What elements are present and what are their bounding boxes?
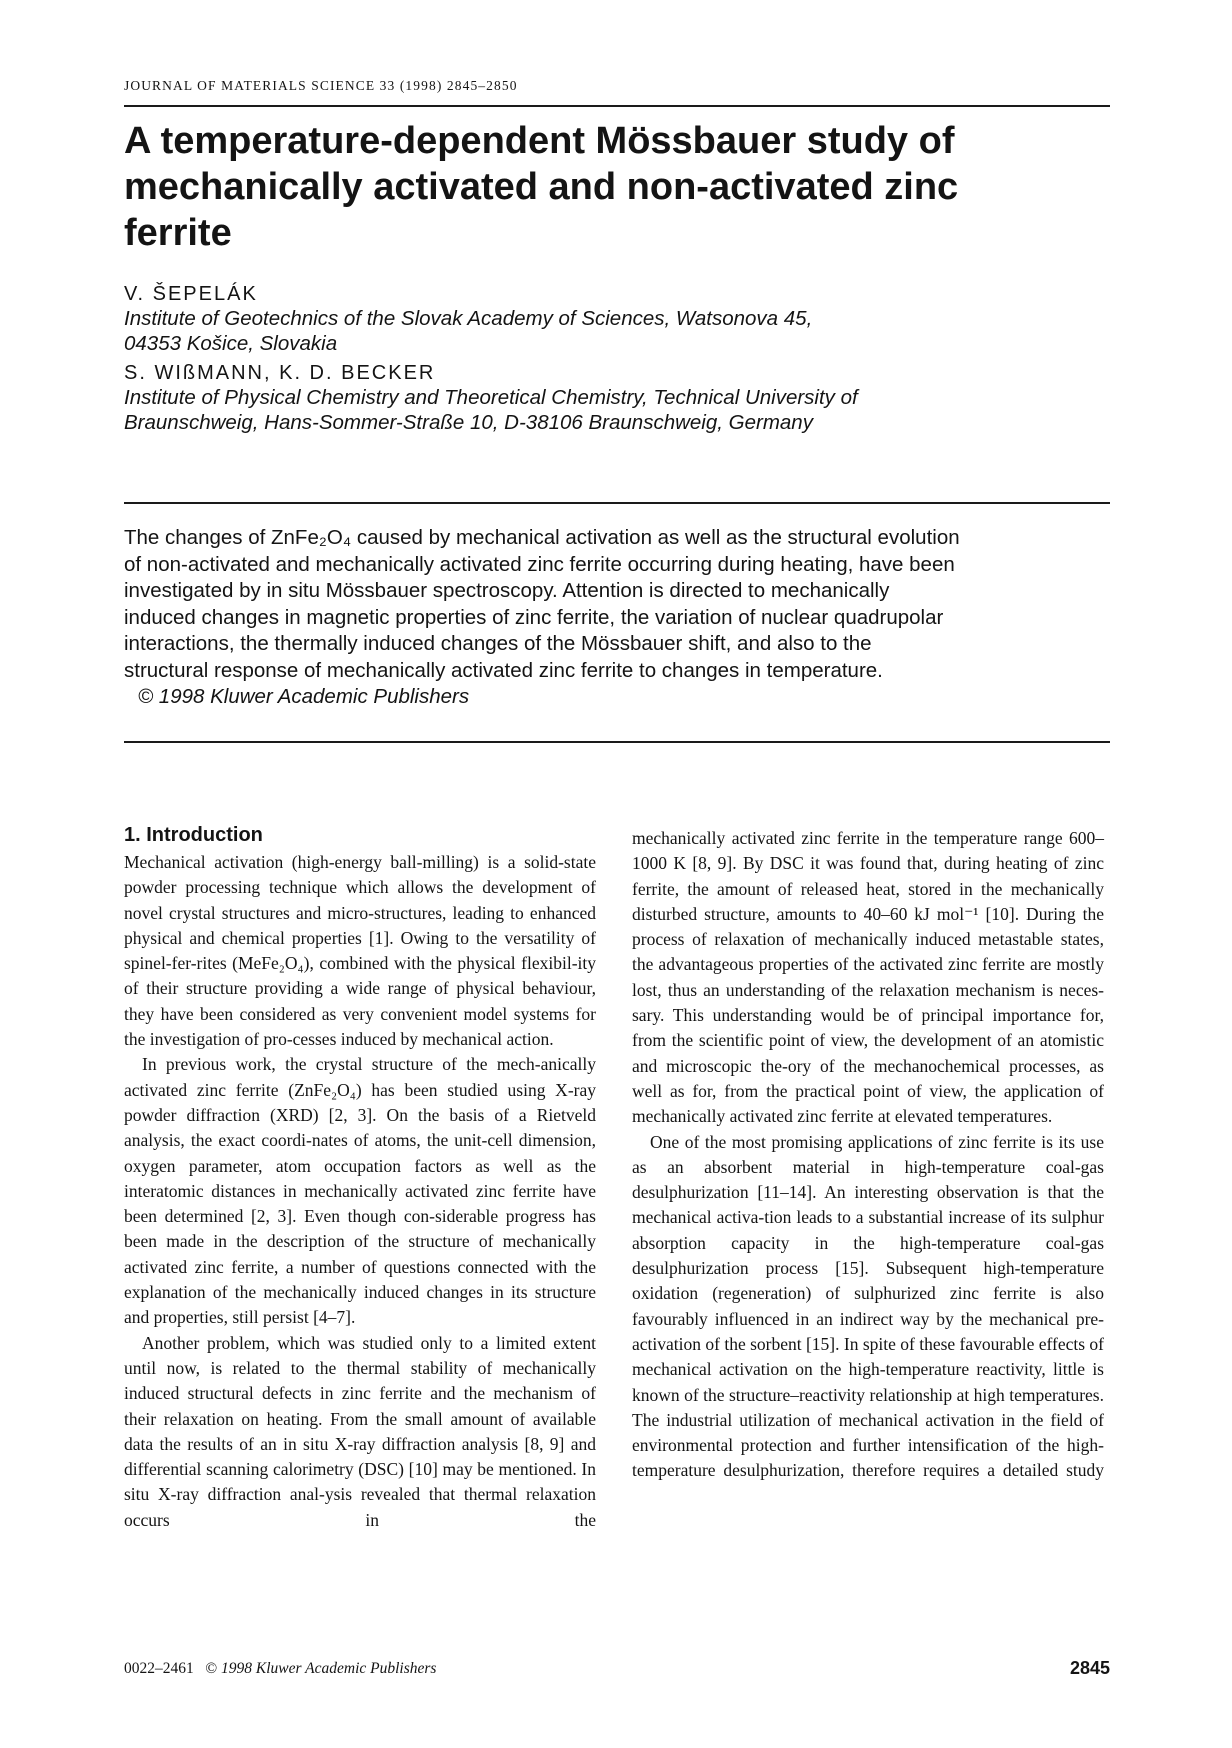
copyright-symbol: © xyxy=(205,1660,218,1677)
author-names: S. WIßMANN, K. D. BECKER xyxy=(124,362,436,384)
title-line: mechanically activated and non-activated zinc xyxy=(124,166,959,208)
abstract-line: The changes of ZnFe₂O₄ caused by mechanical activation as well as the structural evolution xyxy=(124,526,960,549)
body-paragraph: Mechanical activation (high-energy ball-milling) is a solid-state powder processing technique which allows the development of novel crystal structures and micro-structures, leading to enhanced physical and chemical properties [1]. Owing to the versatility of spinel-fer-rites (MeFe₂O₄), combined with the physical flexibil-ity of their structure providing a wide range of physical behaviour, they have been considered as very convenient model systems for the investigation of pro-cesses induced by mechanical action. xyxy=(124,852,596,1050)
abstract-line: structural response of mechanically activated zinc ferrite to changes in temperature. xyxy=(124,658,883,682)
title-line: ferrite xyxy=(124,212,232,254)
abstract-line: investigated by in situ Mössbauer spectroscopy. Attention is directed to mechanically xyxy=(124,579,890,602)
abstract-line: interactions, the thermally induced changes of the Mössbauer shift, and also to the xyxy=(124,632,872,655)
running-head: JOURNAL OF MATERIALS SCIENCE 33 (1998) 2845–2850 xyxy=(124,78,518,93)
abstract xyxy=(124,525,1114,711)
body-paragraph: mechanically activated zinc ferrite in the temperature range 600–1000 K [8, 9]. By DSC it was found that, during heating of zinc ferrite, the amount of released heat, stored in the mechanically disturbed structure, amounts to 40–60 kJ mol⁻¹ [10]. During the process of relaxation of mechanically induced metastable states, the advantageous properties of the activated zinc ferrite are mostly lost, thus an understanding of the relaxation mechanism is neces-sary. This understanding would be of principal importance for, from the scientific point of view, the development of an atomistic and microscopic the-ory of the mechanochemical processes, as well as for, from the practical point of view, the application of mechanically activated zinc ferrite at elevated temperatures. xyxy=(632,828,1104,1127)
page-number: 2845 xyxy=(1069,1658,1110,1678)
author-affiliation xyxy=(124,306,1104,356)
body-paragraph: Another problem, which was studied only to a limited extent until now, is related to the thermal stability of mechanically induced structural defects in zinc ferrite and the mechanism of their relaxation on heating. From the small amount of available data the results of an in situ X-ray diffraction analysis [8, 9] and differential scanning calorimetry (DSC) [10] may be mentioned. In situ X-ray diffraction anal-ysis revealed that thermal relaxation occurs in the xyxy=(124,1332,596,1530)
publisher: 1998 Kluwer Academic Publishers xyxy=(221,1660,437,1677)
left-column xyxy=(124,822,596,1533)
header-rule xyxy=(124,105,1110,107)
affiliation-line: Braunschweig, Hans-Sommer-Straße 10, D-38106 Braunschweig, Germany xyxy=(124,411,813,434)
abstract-copyright: © 1998 Kluwer Academic Publishers xyxy=(138,685,470,708)
article-title xyxy=(124,118,1084,256)
abstract-line: induced changes in magnetic properties of zinc ferrite, the variation of nuclear quadrupolar xyxy=(124,605,944,629)
author-affiliation xyxy=(124,385,1104,435)
author-names: V. ŠEPELÁK xyxy=(124,283,258,305)
footer-issn xyxy=(124,1660,436,1678)
right-column xyxy=(632,826,1104,1484)
body-paragraph: In previous work, the crystal structure of the mech-anically activated zinc ferrite (ZnFe₂O₄) has been studied using X-ray powder diffraction (XRD) [2, 3]. On the basis of a Rietveld analysis, the exact coordi-nates of atoms, the unit-cell dimension, oxygen parameter, atom occupation factors as well as the interatomic distances in mechanically activated zinc ferrite have been determined [2, 3]. Even though con-siderable progress has been made in the description of the structure of mechanically activated zinc ferrite, a number of questions connected with the explanation of the mechanically induced changes in its structure and properties, still persist [4–7]. xyxy=(124,1054,596,1328)
issn: 0022–2461 xyxy=(124,1660,194,1677)
affiliation-line: 04353 Košice, Slovakia xyxy=(124,332,338,355)
body-paragraph: One of the most promising applications of zinc ferrite is its use as an absorbent material in high-temperature coal-gas desulphurization [11–14]. An interesting observation is that the mechanical activa-tion leads to a substantial increase of its sulphur absorption capacity in the high-temperature coal-gas desulphurization process [15]. Subsequent high-temperature oxidation (regeneration) of sulphurized zinc ferrite is also favourably influenced in an indirect way by the mechanical pre-activation of the sorbent [15]. In spite of these favourable effects of mechanical activation on the high-temperature reactivity, little is known of the structure–reactivity relationship at high temperatures. The industrial utilization of mechanical activation in the field of environmental protection and further intensification of the high-temperature desulphurization, therefore requires a detailed study xyxy=(632,1131,1105,1481)
abstract-top-rule xyxy=(124,502,1110,504)
section-heading: 1. Introduction xyxy=(124,824,263,846)
affiliation-line: Institute of Geotechnics of the Slovak Academy of Sciences, Watsonova 45, xyxy=(124,307,813,330)
abstract-bottom-rule xyxy=(124,741,1110,743)
affiliation-line: Institute of Physical Chemistry and Theoretical Chemistry, Technical University of xyxy=(124,386,858,409)
title-line: A temperature-dependent Mössbauer study of xyxy=(124,120,955,162)
abstract-line: of non-activated and mechanically activated zinc ferrite occurring during heating, have been xyxy=(124,552,955,576)
